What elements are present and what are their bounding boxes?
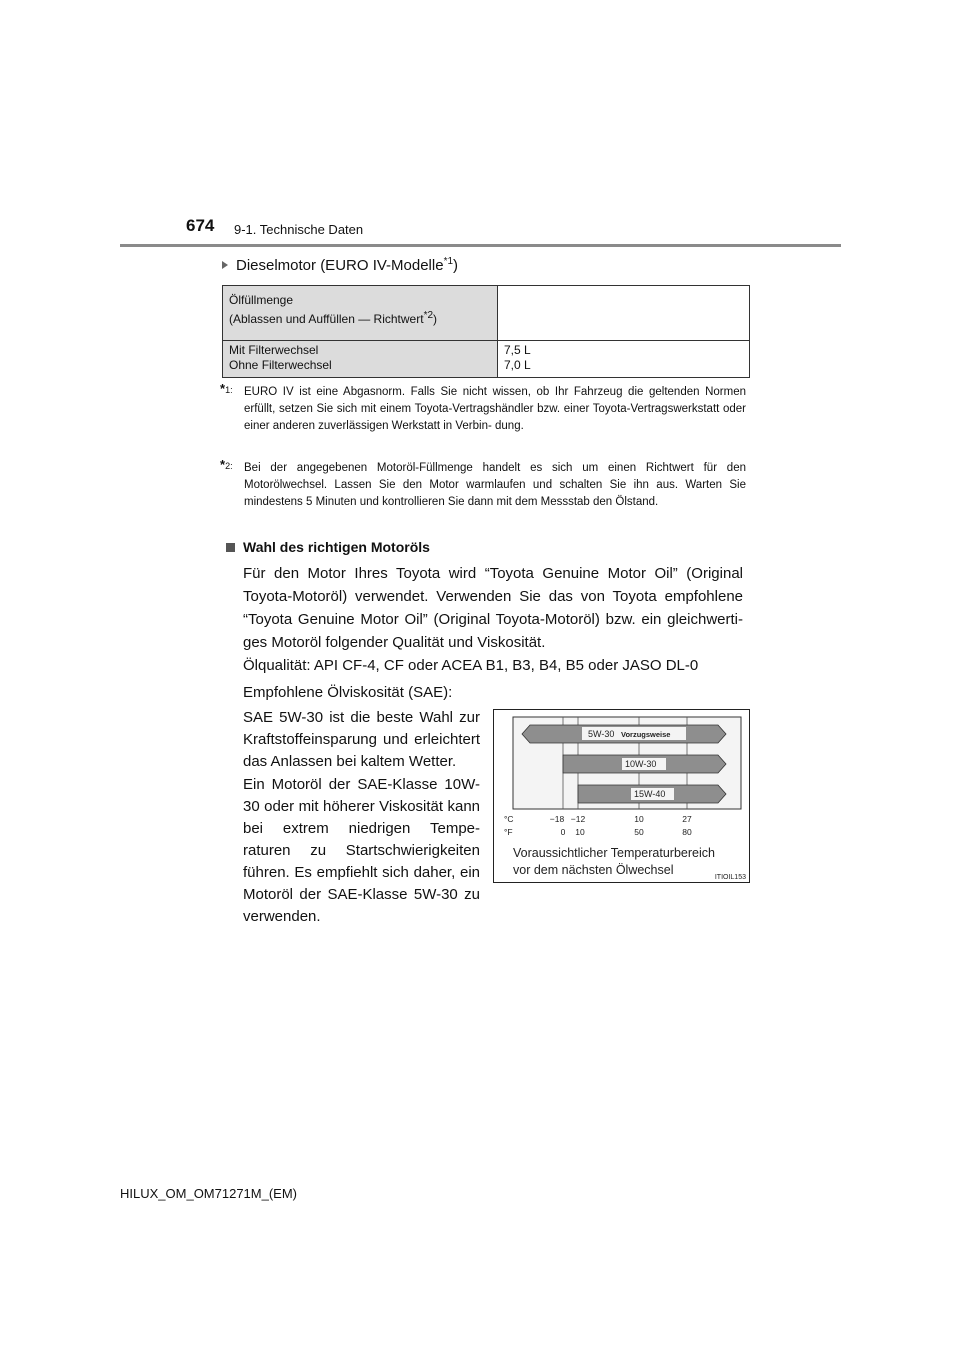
section-heading (226, 539, 430, 555)
footnote-marker: *2: (220, 457, 233, 472)
tick-fahrenheit: 50 (634, 827, 644, 837)
tick-celsius: 10 (634, 814, 644, 824)
value-with-filter: 7,5 L (504, 343, 531, 357)
tick-fahrenheit: 80 (682, 827, 692, 837)
tick-fahrenheit: 10 (575, 827, 585, 837)
table-value-cell (498, 341, 750, 378)
square-bullet-icon (226, 543, 235, 552)
table-header-cell (223, 286, 498, 341)
bar-5w30-label: 5W-30 (588, 729, 615, 739)
tick-celsius: 27 (682, 814, 692, 824)
table-header-close: ) (433, 312, 438, 326)
footnote-1 (220, 381, 746, 435)
page-number: 674 (186, 216, 215, 235)
table-header-value-cell (498, 286, 750, 341)
row-label-with-filter: Mit Filterwechsel (229, 343, 319, 357)
table-label-cell (223, 341, 498, 378)
triangle-bullet-icon (222, 261, 228, 269)
row-label-without-filter: Ohne Filterwechsel (229, 358, 332, 372)
tick-celsius: −12 (570, 814, 586, 824)
header-divider (120, 244, 841, 247)
bar-5w30-preferred-label: Vorzugsweise (621, 730, 671, 739)
unit-celsius: °C (504, 814, 514, 824)
subheading-footnote-ref: *1 (443, 256, 454, 267)
tick-fahrenheit: 0 (560, 827, 566, 837)
table-row (223, 341, 750, 378)
table-header-line2: (Ablassen und Auffüllen — Richtwert (229, 312, 424, 326)
paragraph-10w30: Ein Motoröl der SAE-Klasse 10W- 30 oder mit höherer Viskosität kann bei extrem niedrigen Tempe- raturen zu Startschwierigkeiten führen. Es empfiehlt sich daher, ein Motoröl der SAE-Klasse 5W-30 zu verwenden. (243, 776, 480, 925)
table-header-line1: Ölfüllmenge (229, 293, 294, 307)
viscosity-chart-svg (494, 710, 751, 884)
value-without-filter: 7,0 L (504, 358, 531, 372)
figure-code: ITIOIL153 (714, 874, 746, 881)
figure-caption-line1: Voraussichtlicher Temperaturbereich (513, 846, 715, 860)
unit-fahrenheit: °F (504, 827, 513, 837)
paragraph-intro: Für den Motor Ihres Toyota wird “Toyota Genuine Motor Oil” (Original Toyota-Motoröl) verwendet. Verwenden Sie das von Toyota empfohlene “Toyota Genuine Motor Oil” (Original Toyota-Motoröl) bzw. ein gleichwerti- ges Motoröl folgender Qualität und Viskosität. (243, 565, 743, 651)
subheading-text: Dieselmotor (EURO IV-Modelle (236, 257, 444, 274)
subheading-close: ) (453, 257, 459, 274)
footnote-2 (220, 457, 746, 511)
bar-15w40-label: 15W-40 (634, 789, 666, 799)
oil-capacity-table (222, 285, 750, 378)
viscosity-chart-figure (493, 709, 750, 883)
footnote-text: Bei der angegebenen Motoröl-Füllmenge handelt es sich um einen Richtwert für den Motorölwechsel. Lassen Sie den Motor warmlaufen und schalten Sie ihn aus. Warten Sie mindestens 5 Minuten und kontrollieren Sie dann mit dem Messstab den Ölstand. (244, 462, 746, 508)
section-title: 9-1. Technische Daten (234, 222, 364, 237)
table-header-footnote-ref: *2 (423, 310, 434, 321)
footer-doc-id: HILUX_OM_OM71271M_(EM) (120, 1186, 297, 1201)
paragraph-viscosity-label: Empfohlene Ölviskosität (SAE): (243, 684, 453, 701)
paragraph-5w30: SAE 5W-30 ist die beste Wahl zur Kraftstoffeinsparung und erleichtert das Anlassen bei kaltem Wetter. (243, 709, 480, 770)
figure-caption-line2: vor dem nächsten Ölwechsel (513, 863, 674, 877)
section-heading-text: Wahl des richtigen Motoröls (243, 539, 430, 555)
paragraph-oil-quality: Ölqualität: API CF-4, CF oder ACEA B1, B3, B4, B5 oder JASO DL-0 (243, 657, 699, 674)
table-row (223, 286, 750, 341)
tick-celsius: −18 (549, 814, 565, 824)
bar-10w30-label: 10W-30 (625, 759, 657, 769)
footnote-text: EURO IV ist eine Abgasnorm. Falls Sie nicht wissen, ob Ihr Fahrzeug die geltenden Normen erfüllt, setzen Sie sich mit einem Toyota-Vertragshändler bzw. einer Toyota-Vertragswerkstatt oder einer anderen zuverlässigen Werkstatt in Verbin- dung. (244, 386, 746, 432)
subheading (222, 256, 458, 274)
footnote-marker: *1: (220, 381, 233, 396)
